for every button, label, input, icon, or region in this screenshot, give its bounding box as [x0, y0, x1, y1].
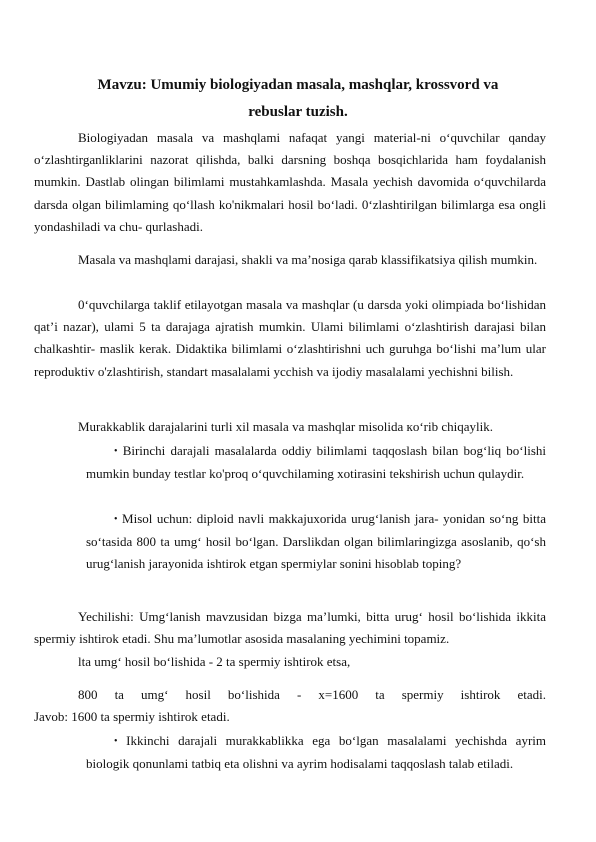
word: umg‘	[141, 687, 169, 702]
paragraph-solution: Yechilishi: Umg‘lanish mavzusidan bizga ma’lumki, bitta urug‘ hosil bo‘lishida ikkita spermiy ishtirok etadi. Shu ma’lumotlar asosida masalaning yechimini topamiz.	[34, 609, 546, 647]
paragraph-classification: Masala va mashqlami darajasi, shakli va ma’nosiga qarab klassifikatsiya qilish mumkin.	[78, 252, 538, 267]
word: spermiy	[401, 687, 444, 702]
page-title-line-2: rebuslar tuzish.	[248, 104, 348, 120]
word: ta	[375, 687, 385, 702]
list-item-text: Ikkinchi darajali murakkablikka ega bo‘lgan masalalami yechishda ayrim biologik qonunlami tatbiq eta olishni va ayrim hodisalami taqqoslash talab etiladi.	[86, 733, 546, 772]
bullet-icon: •	[114, 736, 118, 747]
list-item-text: Misol uchun: diploid navli makkajuxorida urug‘lanish jara- yonidan so‘ng bitta so‘tasida 800 ta umg‘ hosil bo‘lgan. Darslikdan olgan bilimlaringizga asoslanib, qo‘sh urug‘lanish jarayonida ishtirok etgan spermiylar sonini hisoblab toping?	[86, 511, 546, 572]
list-item-example	[86, 508, 546, 576]
word: bo‘lishida	[227, 687, 280, 702]
page-title-line-1: Mavzu: Umumiy biologiyadan masala, mashqlar, krossvord va	[97, 77, 499, 93]
paragraph-complexity: Murakkablik darajalarini turli xil masala va mashqlar misolida кo‘rib chiqaylik.	[78, 419, 493, 434]
paragraph-answer: Javob: 1600 ta spermiy ishtirok etadi.	[34, 709, 230, 724]
word: x=1600	[318, 687, 359, 702]
word: 800	[78, 687, 98, 702]
paragraph-intro: Biologiyadan masala va mashqlami nafaqat yangi material-ni o‘quvchilar qanday o‘zlashtirganliklarini nazorat qilishda, balki darsning boshqa bosqichlarida ham foydalanish mumkin. Dastlab olingan bilimlami mustahkamlashda. Masala yechish davomida o‘quvchilarda darsda olgan bilimlaming qo‘llash ko'nikmalari hosil bo‘ladi. 0‘zlashtirilgan bilimlarga esa ongli yondashiladi va chu- qurlashadi.	[34, 130, 546, 234]
paragraph-one-seed: lta umg‘ hosil bo‘lishida - 2 ta spermiy ishtirok etsa,	[78, 654, 351, 669]
bullet-icon: •	[114, 514, 118, 525]
word: ta	[114, 687, 124, 702]
list-item-first-level	[86, 440, 546, 485]
word: hosil	[185, 687, 211, 702]
paragraph-levels: 0‘quvchilarga taklif etilayotgan masala va mashqlar (u darsda yoki olimpiada bo‘lishidan qat’i nazar), ulami 5 ta darajaga ajratish mumkin. Ulami bilimlami o‘zlashtirish darajasi bilan chalkashtir- maslik kerak. Didaktika bilimlami o‘zlashtirishni uch guruhga bo‘lishi ma’lum ular reproduktiv o'zlashtirish, standart masalalami ycchish va ijodiy masalalami yechishni bilish.	[34, 297, 546, 379]
list-item-text: Birinchi darajali masalalarda oddiy bilimlami taqqoslash bilan bog‘liq bo‘lishi mumkin bunday testlar ko'proq o‘quvchilaming xotirasini tekshirish uchun qulaydir.	[86, 443, 546, 482]
bullet-icon: •	[114, 446, 118, 457]
list-item-second-level	[86, 730, 546, 775]
word: ishtirok	[460, 687, 501, 702]
word: etadi.	[517, 687, 546, 702]
word: -	[296, 687, 302, 702]
paragraph-calculation-line	[78, 684, 546, 706]
